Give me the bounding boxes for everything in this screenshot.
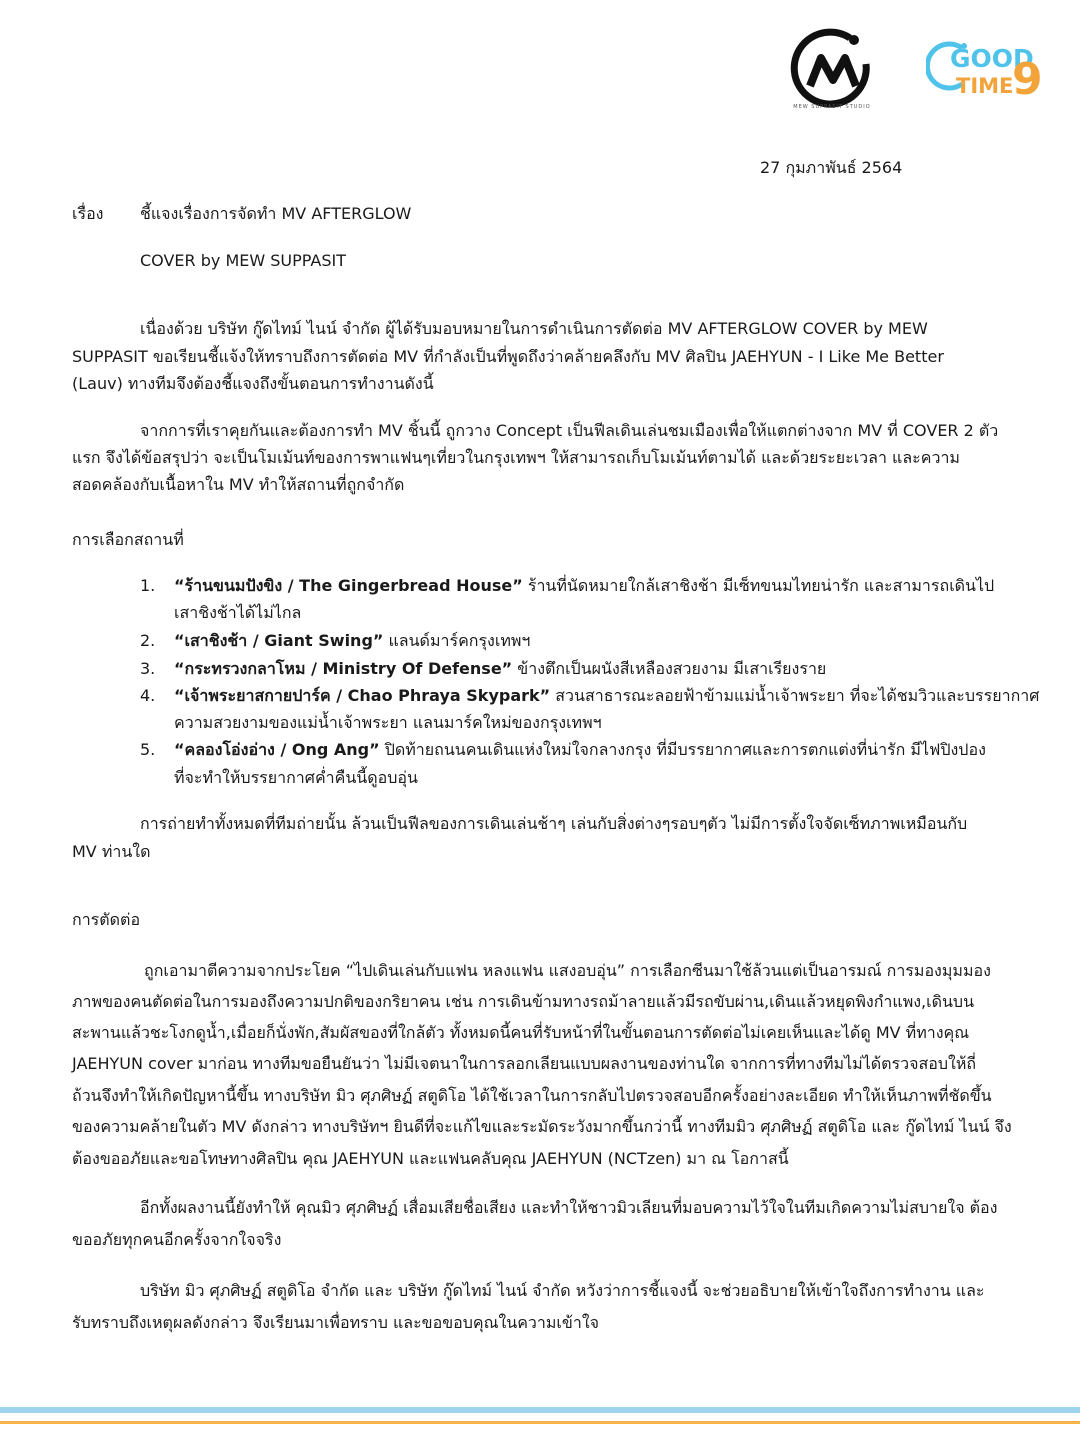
subject-label: เรื่อง — [72, 204, 104, 223]
paragraph-4-line: ถูกเอามาตีความจากประโยค “ไปเดินเล่นกับแฟน หลงแฟน แสงอบอุ่น” การเลือกซีนมาใช้ล้วนแต่เป็นอารมณ์ การมองมุมมอง — [144, 961, 991, 980]
location-number: 1. — [140, 576, 156, 595]
location-item-5 — [174, 740, 986, 760]
paragraph-4-line: ถ้วนจึงทำให้เกิดปัญหานี้ขึ้น ทางบริษัท มิว ศุภศิษฏ์ สตูดิโอ ได้ใช้เวลาในการกลับไปตรวจสอบอีกครั้งอย่างละเอียด ทำให้เห็นภาพที่ชัดขึ้น — [72, 1086, 992, 1105]
paragraph-4-line: ต้องขออภัยและขอโทษทางศิลปิน คุณ JAEHYUN และแฟนคลับคุณ JAEHYUN (NCTzen) มา ณ โอกาสนี้ — [72, 1149, 789, 1168]
subject-line-1: ชี้แจงเรื่องการจัดทำ MV AFTERGLOW — [140, 204, 412, 223]
letter-date: 27 กุมภาพันธ์ 2564 — [760, 158, 903, 177]
paragraph-4-line: ของความคล้ายในตัว MV ดังกล่าว ทางบริษัทฯ ยินดีที่จะแก้ไขและระมัดระวังมากขึ้นกว่านี้ ทางทีมมิว ศุภศิษฏ์ สตูดิโอ และ กู๊ดไทม์ ไนน์ จึง — [72, 1117, 1012, 1136]
paragraph-4-line: สะพานแล้วชะโงกดูน้ำ,เมื่อยก็นั่งพัก,สัมผัสของที่ใกล้ตัว ทั้งหมดนี้คนที่รับหน้าที่ในขั้นตอนการตัดต่อไม่เคยเห็นและได้ดู MV ที่ทางคุณ — [72, 1023, 970, 1042]
location-desc: ข้างตึกเป็นผนังสีเหลืองสวยงาม มีเสาเรียงราย — [512, 659, 827, 678]
location-name: “กระทรวงกลาโหม / Ministry Of Defense” — [174, 659, 513, 678]
location-desc-cont: ที่จะทำให้บรรยากาศค่ำคืนนี้ดูอบอุ่น — [174, 768, 418, 787]
location-desc: แลนด์มาร์คกรุงเทพฯ — [383, 631, 531, 650]
location-item-1 — [174, 576, 994, 596]
paragraph-5-line: อีกทั้งผลงานนี้ยังทำให้ คุณมิว ศุภศิษฏ์ เสื่อมเสียชื่อเสียง และทำให้ชาวมิวเลียนที่มอบความไว้ใจในทีมเกิดความไม่สบายใจ ต้อง — [140, 1198, 998, 1217]
location-desc: สวนสาธารณะลอยฟ้าข้ามแม่น้ำเจ้าพระยา ที่จะได้ชมวิวและบรรยากาศ — [550, 686, 1040, 705]
location-desc: ร้านที่นัดหมายใกล้เสาชิงช้า มีเซ็ทขนมไทยน่ารัก และสามารถเดินไป — [522, 576, 995, 595]
location-number: 5. — [140, 740, 156, 759]
location-name: “เจ้าพระยาสกายปาร์ค / Chao Phraya Skypark” — [174, 686, 551, 705]
paragraph-2-line: แรก จึงได้ข้อสรุปว่า จะเป็นโมเม้นท์ของการพาแฟนๆเที่ยวในกรุงเทพฯ ให้สามารถเก็บโมเม้นท์ตามได้ และด้วยระยะเวลา และความ — [72, 448, 960, 467]
location-item-3 — [174, 659, 826, 679]
paragraph-5-line: ขออภัยทุกคนอีกครั้งจากใจจริง — [72, 1230, 282, 1249]
good-time-logo-line2: TIME — [956, 74, 1014, 98]
location-number: 3. — [140, 659, 156, 678]
location-desc-cont: เสาชิงช้าได้ไม่ไกล — [174, 603, 302, 622]
paragraph-4-line: JAEHYUN cover มาก่อน ทางทีมขอยืนยันว่า ไม่มีเจตนาในการลอกเลียนแบบผลงานของท่านใด จากการที่ทางทีมไม่ได้ตรวจสอบให้ถี่ — [72, 1054, 977, 1073]
paragraph-6-line: บริษัท มิว ศุภศิษฏ์ สตูดิโอ จำกัด และ บริษัท กู๊ดไทม์ ไนน์ จำกัด หวังว่าการชี้แจงนี้ จะช่วยอธิบายให้เข้าใจถึงการทำงาน และ — [140, 1281, 985, 1300]
paragraph-4-line: ภาพของคนตัดต่อในการมองถึงความปกติของกริยาคน เช่น การเดินข้ามทางรถม้าลายแล้วมีรถขับผ่าน,เดินแล้วหยุดพิงกำแพง,เดินบน — [72, 992, 975, 1011]
section-heading-location: การเลือกสถานที่ — [72, 530, 184, 549]
location-number: 2. — [140, 631, 156, 650]
paragraph-3-line: การถ่ายทำทั้งหมดที่ทีมถ่ายนั้น ล้วนเป็นฟีลของการเดินเล่นช้าๆ เล่นกับสิ่งต่างๆรอบๆตัว ไม่มีการตั้งใจจัดเซ็ทภาพเหมือนกับ — [140, 814, 968, 833]
paragraph-6-line: รับทราบถึงเหตุผลดังกล่าว จึงเรียนมาเพื่อทราบ และขอขอบคุณในความเข้าใจ — [72, 1313, 600, 1332]
location-number: 4. — [140, 686, 156, 705]
location-name: “คลองโอ่งอ่าง / Ong Ang” — [174, 740, 380, 759]
paragraph-2-line: สอดคล้องกับเนื้อหาใน MV ทำให้สถานที่ถูกจำกัด — [72, 475, 405, 494]
location-name: “เสาชิงช้า / Giant Swing” — [174, 631, 384, 650]
location-item-2 — [174, 631, 530, 651]
location-item-4 — [174, 686, 1039, 706]
footer-bar-orange — [0, 1421, 1080, 1424]
good-time-logo-number: 9 — [1012, 54, 1043, 105]
location-name: “ร้านขนมปังขิง / The Gingerbread House” — [174, 576, 523, 595]
location-desc: ปิดท้ายถนนคนเดินแห่งใหม่ใจกลางกรุง ที่มีบรรยากาศและการตกแต่งที่น่ารัก มีไฟปิงปอง — [379, 740, 986, 759]
footer-bar-blue — [0, 1407, 1080, 1413]
mew-logo-caption: MEW SUPPASIT STUDIO — [793, 104, 871, 110]
paragraph-3-line: MV ท่านใด — [72, 842, 151, 861]
paragraph-1-line: SUPPASIT ขอเรียนชี้แจ้งให้ทราบถึงการตัดต่อ MV ที่กำลังเป็นที่พูดถึงว่าคล้ายคลึงกับ MV ศิลปิน JAEHYUN - I Like Me Better — [72, 347, 944, 366]
subject-line-2: COVER by MEW SUPPASIT — [140, 251, 347, 270]
paragraph-2-line: จากการที่เราคุยกันและต้องการทำ MV ชิ้นนี้ ถูกวาง Concept เป็นฟีลเดินเล่นชมเมืองเพื่อให้แตกต่างจาก MV ที่ COVER 2 ตัว — [140, 421, 999, 440]
section-heading-editing: การตัดต่อ — [72, 910, 141, 929]
paragraph-1-line: เนื่องด้วย บริษัท กู๊ดไทม์ ไนน์ จำกัด ผู้ได้รับมอบหมายในการดำเนินการตัดต่อ MV AFTERGLOW COVER by MEW — [140, 319, 928, 338]
paragraph-1-line: (Lauv) ทางทีมจึงต้องชี้แจงถึงขั้นตอนการทำงานดังนี้ — [72, 374, 434, 393]
good-time-logo-line1: GOOD — [950, 44, 1034, 73]
location-desc-cont: ความสวยงามของแม่น้ำเจ้าพระยา แลนมาร์คใหม่ของกรุงเทพฯ — [174, 713, 602, 732]
mew-suppasit-studio-logo-icon — [788, 26, 878, 116]
